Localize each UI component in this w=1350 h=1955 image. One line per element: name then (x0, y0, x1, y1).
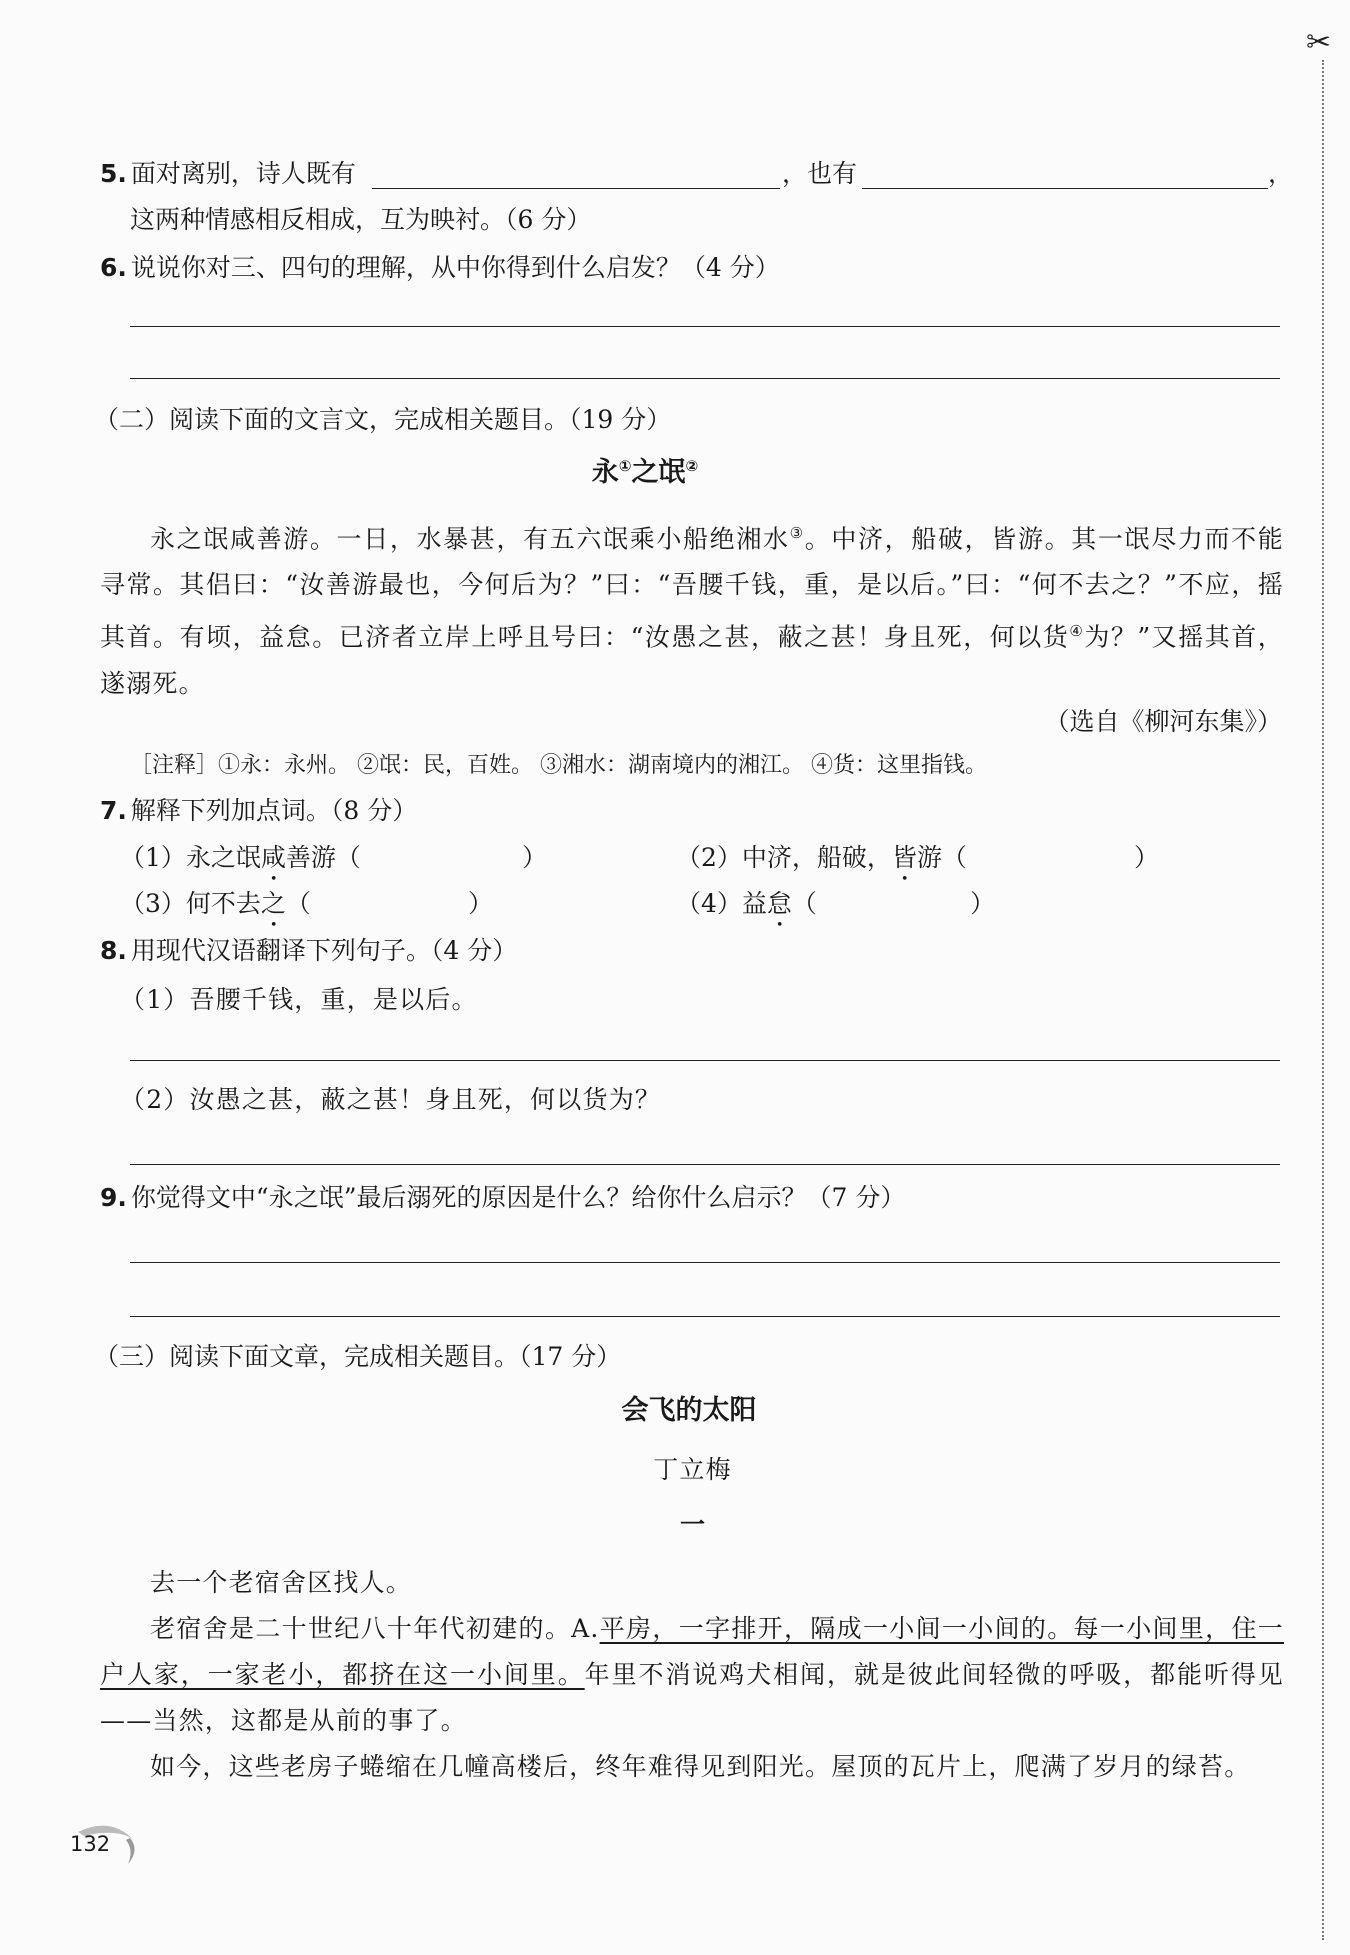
q7-item-1 (120, 840, 361, 887)
passage-text: 为？”又摇其首，遂溺死。 (100, 622, 1284, 698)
question-8 (100, 933, 517, 969)
q7-item-3-close: ） (468, 889, 494, 918)
item-text: （2）中济，船破， (676, 843, 892, 872)
section-2-heading: （二）阅读下面的文言文，完成相关题目。（19 分） (94, 405, 672, 434)
question-5-text-c: ， (1268, 159, 1294, 188)
title-part: 之氓 (631, 457, 686, 488)
answer-line[interactable] (130, 1060, 1280, 1061)
item-text: （ (791, 889, 817, 918)
answer-line[interactable] (130, 326, 1280, 327)
item-text: （4）益 (676, 889, 767, 918)
q7-item-4-close: ） (970, 889, 996, 918)
passage-source: （选自《柳河东集》） (1044, 707, 1282, 736)
cut-line (1322, 60, 1324, 1940)
question-number: 8. (100, 936, 127, 965)
question-5-line-2: 这两种情感相反相成，互为映衬。（6 分） (130, 205, 592, 234)
question-8-text: 用现代汉语翻译下列句子。（4 分） (130, 936, 518, 965)
item-text: （1）永之氓 (120, 843, 261, 872)
dotted-word: 皆 (891, 843, 917, 872)
answer-blank-1[interactable] (372, 188, 780, 189)
question-number: 9. (100, 1183, 127, 1212)
question-5 (100, 156, 356, 192)
footnote-marker: ② (685, 457, 699, 475)
answer-line[interactable] (130, 1316, 1280, 1317)
question-7-text: 解释下列加点词。（8 分） (130, 796, 418, 825)
q8-sentence-1: （1）吾腰千钱，重，是以后。 (120, 985, 478, 1014)
passage-title (0, 450, 1290, 489)
question-9 (100, 1180, 905, 1216)
question-number: 5. (100, 159, 127, 188)
answer-line[interactable] (130, 1164, 1280, 1165)
q7-item-1-close: ） (522, 843, 548, 872)
part-number: 一 (679, 1510, 705, 1539)
underlined-sentence: 平房，一字排开，隔成一小间一小间的。每一小间里，住一户人家，一家老小，都挤在这一小间里。 (100, 1614, 1285, 1689)
item-text: 善游（ (285, 843, 361, 872)
item-text: 游（ (916, 843, 967, 872)
article-body (100, 1560, 1284, 1790)
footnote-marker: ④ (1069, 622, 1085, 641)
item-text: （ (285, 889, 311, 918)
article-author: 丁立梅 (653, 1455, 732, 1484)
paragraph: 如今，这些老房子蜷缩在几幢高楼后，终年难得见到阳光。屋顶的瓦片上，爬满了岁月的绿苔。 (150, 1752, 1251, 1781)
question-6 (100, 250, 780, 286)
answer-line[interactable] (130, 378, 1280, 379)
answer-blank-2[interactable] (862, 188, 1268, 189)
section-3-heading: （三）阅读下面文章，完成相关题目。（17 分） (94, 1342, 622, 1371)
passage-text: 永之氓咸善游。一日，水暴甚，有五六氓乘小船绝湘水 (150, 524, 790, 554)
question-7 (100, 793, 417, 829)
q8-sentence-2: （2）汝愚之甚，蔽之甚！身且死，何以货为？ (120, 1085, 662, 1114)
paragraph (100, 1606, 1284, 1744)
footnote-marker: ③ (789, 524, 805, 542)
annotation-notes: ［注释］①永：永州。 ②氓：民，百姓。 ③湘水：湖南境内的湘江。 ④货：这里指钱。 (130, 753, 987, 778)
passage-text: 。中济，船破，皆游。其一氓尽力而不能寻常。其侣曰：“汝善游最也，今何后为？”曰：“吾腰千钱，重，是以后。”曰：“何不去之？”不应，摇其首。有顷，益怠。已济者立岸上呼且号曰：“汝愚之甚，蔽之甚！身且死，何以货 (100, 524, 1284, 652)
question-9-text: 你觉得文中“永之氓”最后溺死的原因是什么？给你什么启示？（7 分） (130, 1183, 906, 1212)
footnote-marker: ① (618, 457, 632, 475)
q7-item-2 (676, 840, 967, 887)
dotted-word: 之 (260, 889, 286, 918)
q7-item-4 (676, 886, 817, 933)
paragraph-text: 老宿舍是二十世纪八十年代初建的。A. (150, 1614, 600, 1643)
page-number-badge (70, 1820, 150, 1866)
article-title: 会飞的太阳 (621, 1395, 757, 1426)
dotted-word: 怠 (766, 889, 792, 918)
q7-item-2-close: ） (1134, 843, 1160, 872)
title-part: 永 (591, 457, 619, 488)
question-5-text-b: ，也有 (782, 159, 858, 188)
scissors-icon: ✂ (1306, 25, 1332, 60)
paragraph: 去一个老宿舍区找人。 (150, 1568, 413, 1597)
question-5-text-a: 面对离别，诗人既有 (130, 159, 356, 188)
question-number: 7. (100, 796, 127, 825)
paragraph-text: 年里不消说鸡犬相闻，就是彼此间轻微的呼吸，都能听得见——当然，这都是从前的事了。 (100, 1660, 1285, 1735)
answer-line[interactable] (130, 1262, 1280, 1263)
item-text: （3）何不去 (120, 889, 261, 918)
classical-passage (100, 510, 1284, 707)
q7-item-3 (120, 886, 311, 933)
question-6-text: 说说你对三、四句的理解，从中你得到什么启发？（4 分） (130, 253, 780, 282)
page-number: 132 (70, 1832, 111, 1856)
question-number: 6. (100, 253, 127, 282)
dotted-word: 咸 (260, 843, 286, 872)
